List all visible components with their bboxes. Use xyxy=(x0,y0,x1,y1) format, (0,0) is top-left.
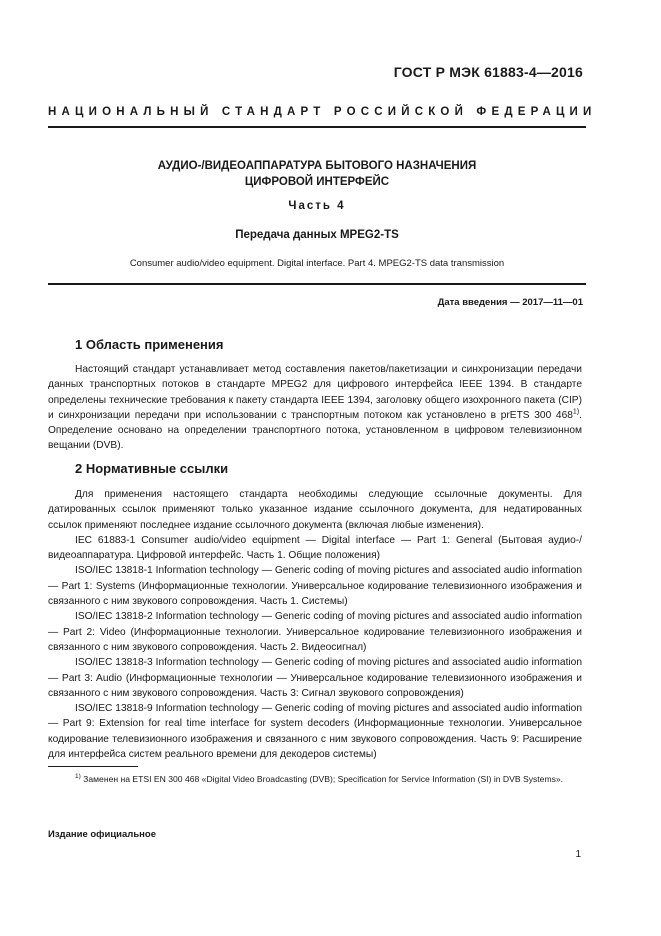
part-label: Часть 4 xyxy=(288,200,346,212)
section-1-text-a: Настоящий стандарт устанавливает метод составления пакетов/пакетизации и синхронизации передачи данных транспортных потоков в стандарте MPEG2 для цифрового интерфейса IEEE 1394. В стандарте определены технические требования к пакету стандарта IEEE 1394, заголовку общего изохронного пакета (CIP) и синхронизации передачи при использовании с транспортным потоком как установлено в prETS 300 468 xyxy=(48,364,582,421)
reference-iso-iec-13818-2: ISO/IEC 13818-2 Information technology — Generic coding of moving pictures and associated audio information — Part 2: Video (Информационные технологии. Универсальное кодирование телевизионного изображения и связанного с ним звукового сопровождения. Часть 2. Видеосигнал) xyxy=(48,611,582,653)
document-title-line-1: АУДИО-/ВИДЕОАППАРАТУРА БЫТОВОГО НАЗНАЧЕНИЯ xyxy=(157,160,477,172)
banner-rule xyxy=(48,126,586,128)
part-title: Передача данных MPEG2-TS xyxy=(235,229,399,241)
footnote-text: Заменен на ETSI EN 300 468 «Digital Video Broadcasting (DVB); Specification for Service Information (SI) in DVB Systems». xyxy=(80,774,564,784)
section-2-paragraph-intro: Для применения настоящего стандарта необходимы следующие ссылочные документы. Для датированных ссылок применяют только указанное издание ссылочного документа, для недатированных ссылок применяют последнее издание ссылочного документа (включая любые изменения). xyxy=(48,489,582,531)
reference-iso-iec-13818-1: ISO/IEC 13818-1 Information technology — Generic coding of moving pictures and associated audio information — Part 1: Systems (Информационные технологии. Универсальное кодирование телевизионного изображения и связанного с ним звукового сопровождения. Часть 1. Системы) xyxy=(48,565,582,608)
section-2-body xyxy=(48,487,582,762)
footnote xyxy=(48,773,582,786)
section-1-body xyxy=(48,362,582,454)
english-title: Consumer audio/video equipment. Digital interface. Part 4. MPEG2-TS data transmission xyxy=(129,258,505,269)
title-rule xyxy=(48,283,586,285)
footnote-reference: 1) xyxy=(572,408,580,416)
section-1-heading: 1 Область применения xyxy=(75,337,224,352)
standard-banner: НАЦИОНАЛЬНЫЙ СТАНДАРТ РОССИЙСКОЙ ФЕДЕРАЦИИ xyxy=(48,106,597,118)
section-1-paragraph xyxy=(48,362,582,454)
section-1-text-b: . Определение основано на определении транспортного потока, установленном в цифровом телевизионном вещании (DVB). xyxy=(48,409,582,452)
reference-iso-iec-13818-3: ISO/IEC 13818-3 Information technology — Generic coding of moving pictures and associated audio information — Part 3: Audio (Информационные технологии — Универсальное кодирование телевизионного изображения и связанного с ним звукового сопровождения. Часть 3: Сигнал звукового сопровождения) xyxy=(48,657,582,699)
footnote-rule xyxy=(48,766,138,767)
reference-iso-iec-13818-9: ISO/IEC 13818-9 Information technology — Generic coding of moving pictures and associated audio information — Part 9: Extension for real time interface for system decoders (Информационные технологии. Универсальное кодирование телевизионного изображения и связанного с ним звукового сопровождения. Часть 9: Расширение для интерфейса систем реального времени для декодеров системы) xyxy=(48,703,582,761)
footnote-mark: 1) xyxy=(75,773,81,781)
reference-iec-61883-1: IEC 61883-1 Consumer audio/video equipment — Digital interface — Part 1: General (Бытовая аудио-/видеоаппаратура. Цифровой интерфейс. Часть 1. Общие положения) xyxy=(48,534,582,562)
page-number: 1 xyxy=(575,849,581,860)
introduction-date: Дата введения — 2017—11—01 xyxy=(437,297,583,308)
document-title-line-2: ЦИФРОВОЙ ИНТЕРФЕЙС xyxy=(244,176,390,188)
document-code: ГОСТ Р МЭК 61883-4—2016 xyxy=(393,64,583,80)
section-2-heading: 2 Нормативные ссылки xyxy=(75,461,229,476)
official-edition-label: Издание официальное xyxy=(48,829,156,840)
